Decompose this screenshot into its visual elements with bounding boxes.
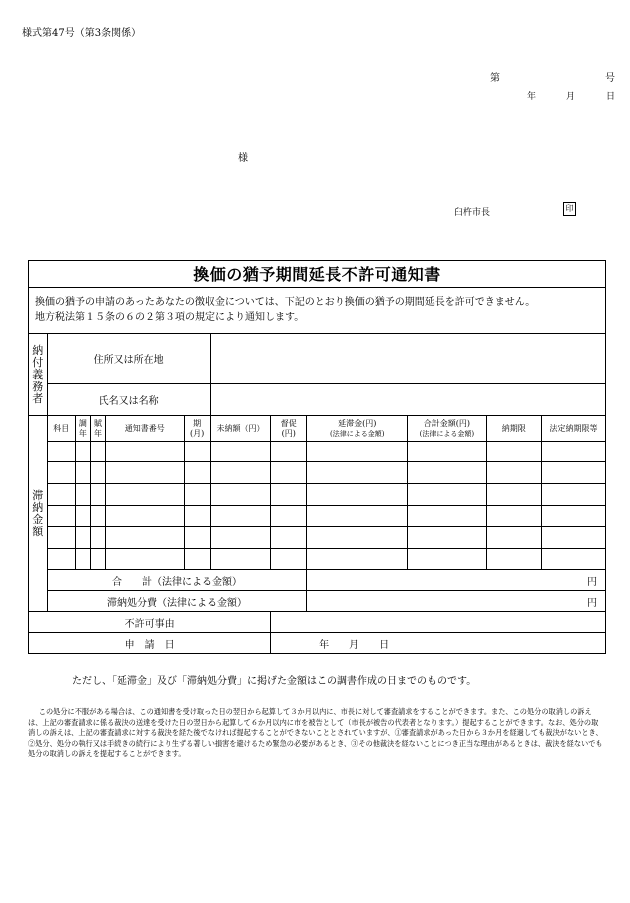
reason-label: 不許可事由 [29, 612, 271, 633]
apply-date-label: 申 請 日 [29, 633, 271, 654]
date-year-label: 年 [527, 92, 537, 102]
col-funen: 賦 年 [90, 416, 105, 442]
col-legal-due-date: 法定納期限等 [541, 416, 605, 442]
date-month-label: 月 [566, 92, 576, 102]
document-number-prefix: 第 [490, 73, 500, 84]
document-number-suffix: 号 [605, 73, 615, 84]
seal-box: 印 [563, 202, 576, 216]
arrears-table [29, 333, 605, 654]
col-kamoku: 科目 [47, 416, 75, 442]
issuer-name: 臼杵市長 [454, 208, 491, 218]
address-label: 住所又は所在地 [47, 334, 210, 384]
reason-value[interactable] [271, 612, 605, 633]
recipient-honorific: 様 [238, 153, 248, 164]
footnote: ただし、「延滞金」及び「滞納処分費」に掲げた金額はこの調書作成の日までのものです。 [72, 676, 477, 687]
col-entai: 延滞金(円) (法律による金額) [307, 416, 408, 442]
appeal-notice: この処分に不服がある場合は、この通知書を受け取った日の翌日から起算して３か月以内に、市長に対して審査請求をすることができます。また、この処分の取消しの訴えは、上記の審査請求に係る裁決の送達を受けた日の翌日から起算して６か月以内に市を被告として（市長が被告の代表者となります。）提起することができます。なお、処分の取消しの訴えは、上記の審査請求に対する裁決を経た後でなければ提起することができないこととされていますが、①審査請求があった日から３か月を経過しても裁決がないとき、②処分、処分の執行又は手続きの続行により生ずる著しい損害を避けるため緊急の必要があるとき、③その他裁決を経ないことにつき正当な理由があるときは、裁決を経ないでも処分の取消しの訴えを提起することができます。 [28, 707, 603, 758]
apply-date-value: 年 月 日 [271, 633, 605, 654]
table-row [29, 549, 605, 570]
table-row [29, 442, 605, 462]
col-kigetsu: 期 (月) [184, 416, 210, 442]
intro-text [35, 295, 535, 325]
sum-unit: 円 [307, 570, 605, 591]
col-unpaid: 未納額（円） [210, 416, 270, 442]
notice-form [28, 260, 606, 654]
col-total: 合計金額(円) (法律による金額) [408, 416, 487, 442]
address-value[interactable] [210, 334, 605, 384]
name-label: 氏名又は名称 [47, 384, 210, 416]
intro-line-2: 地方税法第１５条の６の２第３項の規定により通知します。 [35, 312, 305, 323]
form-number: 様式第47号（第3条関係） [22, 28, 142, 39]
sum-label: 合 計（法律による金額） [47, 570, 307, 591]
payer-label: 納 付 義 務 者 [29, 334, 47, 416]
intro-line-1: 換価の猶予の申請のあったあなたの徴収金については、下記のとおり換価の猶予の期間延長を許可できません。 [35, 297, 536, 308]
table-row [29, 462, 605, 484]
document-title: 換価の猶予期間延長不許可通知書 [29, 261, 605, 288]
col-notice-number: 通知書番号 [105, 416, 184, 442]
col-tokusoku: 督促 (円) [271, 416, 307, 442]
col-due-date: 納期限 [486, 416, 541, 442]
col-chonen: 調 年 [75, 416, 90, 442]
name-value[interactable] [210, 384, 605, 416]
table-row [29, 527, 605, 549]
arrears-label: 滞 納 金 額 [29, 416, 47, 612]
table-row [29, 506, 605, 527]
disposal-fee-unit: 円 [307, 591, 605, 612]
date-day-label: 日 [606, 92, 616, 102]
disposal-fee-label: 滞納処分費（法律による金額） [47, 591, 307, 612]
table-row [29, 484, 605, 506]
